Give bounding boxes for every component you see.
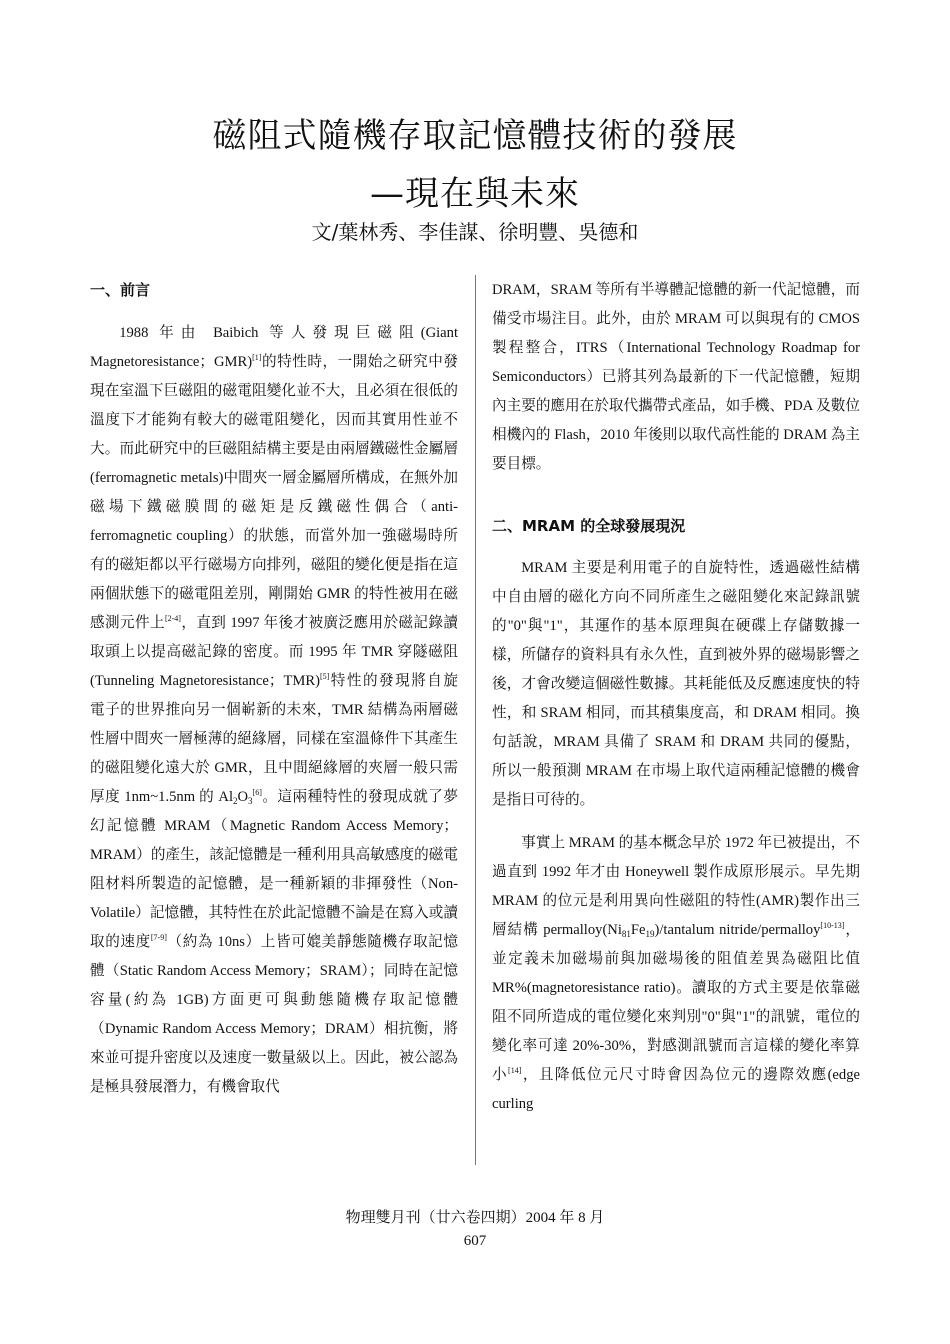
text-run: 事實上 MRAM 的基本概念早於 1972 年已被提出，不過直到 1992 年才由 Honeywell 製作成原形展示。早先期 MRAM 的位元是利用異向性磁阻的特性(AMR)製作出三層結構 permalloy(Ni bbox=[492, 835, 860, 938]
left-column bbox=[90, 276, 458, 1102]
section-heading-global: 二、MRAM 的全球發展現況 bbox=[492, 517, 686, 535]
mram-history-paragraph bbox=[492, 829, 860, 1119]
text-run: 。這兩種特性的發現成就了夢幻記憶體 MRAM（Magnetic Random Access Memory；MRAM）的產生，該記憶體是一種利用具高敏感度的磁電阻材料所製造的記憶體，是一種新穎的非揮發性（Non-Volatile）記憶體，其特性在於此記憶體不論是在寫入或讀取的速度 bbox=[90, 789, 458, 950]
citation: [1] bbox=[252, 353, 262, 362]
right-column bbox=[492, 276, 860, 1119]
title-line-2: —現在與未來 bbox=[370, 174, 580, 214]
subscript: 81 bbox=[621, 929, 631, 939]
subscript: 2 bbox=[233, 796, 238, 806]
journal-footer: 物理雙月刊（廿六卷四期）2004 年 8 月 bbox=[345, 1210, 605, 1226]
continued-paragraph: DRAM，SRAM 等所有半導體記憶體的新一代記憶體，而備受市場注目。此外，由於 MRAM 可以與現有的 CMOS 製程整合，ITRS（International Technology Roadmap for Semiconductors）已將其列為最新的下一代記憶體，短期內主要的應用在於取代攜帶式產品，如手機、PDA 及數位相機內的 Flash，2010 年後則以取代高性能的 DRAM 為主要目標。 bbox=[492, 282, 860, 472]
page-number: 607 bbox=[463, 1233, 487, 1249]
text-run: 特性的發現將自旋電子的世界推向另一個嶄新的未來，TMR 結構為兩層磁性層中間夾一層極薄的絕緣層，同樣在室溫條件下其產生的磁阻變化遠大於 GMR，且中間絕緣層的夾層一般只需厚度 1nm~1.5nm 的 Al bbox=[90, 673, 458, 805]
section-heading-intro: 一、前言 bbox=[90, 281, 151, 299]
column-divider bbox=[475, 275, 476, 1165]
citation: [14] bbox=[508, 1066, 522, 1075]
citation: [7-9] bbox=[150, 933, 167, 942]
text-run: ，並定義未加磁場前與加磁場後的阻值差異為磁阻比值 MR%(magnetoresistance ratio)。讀取的方式主要是依靠磁阻不同所造成的電位變化來判別"0"與"1"的訊號，電位的變化率可達 20%-30%，對感測訊號而言這樣的變化率算小 bbox=[492, 922, 860, 1083]
text-run: （約為 10ns）上皆可媲美靜態隨機存取記憶體（Static Random Access Memory；SRAM）；同時在記憶容量(約為 1GB)方面更可與動態隨機存取記憶體（Dynamic Random Access Memory；DRAM）相抗衡，將來並可提升密度以及速度一數量級以上。因此，被公認為是極具發展潛力，有機會取代 bbox=[90, 934, 458, 1095]
citation: [6] bbox=[252, 788, 262, 797]
text-run: 1988 年由 Baibich 等人發現巨磁阻(Giant Magnetoresistance；GMR) bbox=[90, 325, 458, 370]
citation: [10-13] bbox=[820, 921, 845, 930]
text-run: ，且降低位元尺寸時會因為位元的邊際效應(edge curling bbox=[492, 1067, 860, 1112]
subscript: 3 bbox=[248, 796, 253, 806]
subscript: 19 bbox=[645, 929, 655, 939]
text-run: ，直到 1997 年後才被廣泛應用於磁記錄讀取頭上以提高磁記錄的密度。而 1995 年 TMR 穿隧磁阻(Tunneling Magnetoresistance；TMR) bbox=[90, 615, 458, 689]
citation: [2-4] bbox=[164, 614, 181, 623]
mram-principle-paragraph: MRAM 主要是利用電子的自旋特性，透過磁性結構中自由層的磁化方向不同所產生之磁阻變化來記錄訊號的"0"與"1"，其運作的基本原理與在硬碟上存儲數據一樣，所儲存的資料具有永久性，直到被外界的磁場影響之後，才會改變這個磁性數據。其耗能低及反應速度快的特性，和 SRAM 相同，而其積集度高，和 DRAM 相同。換句話說，MRAM 具備了 SRAM 和 DRAM 共同的優點，所以一般預測 MRAM 在市場上取代這兩種記憶體的機會是指日可待的。 bbox=[492, 560, 860, 808]
text-run: 的特性時，一開始之研究中發現在室溫下巨磁阻的磁電阻變化並不大，且必須在很低的溫度下才能夠有較大的磁電阻變化，因而其實用性並不大。而此研究中的巨磁阻結構主要是由兩層鐵磁性金屬層(ferromagnetic metals)中間夾一層金屬層所構成，在無外加磁場下鐵磁膜間的磁矩是反鐵磁性偶合（anti-ferromagnetic coupling）的狀態，而當外加一強磁場時所有的磁矩都以平行磁場方向排列，磁阻的變化便是指在這兩個狀態下的磁電阻差別，剛開始 GMR 的特性被用在磁感測元件上 bbox=[90, 354, 458, 631]
authors: 文/葉林秀、李佳謀、徐明豐、吳德和 bbox=[311, 220, 639, 244]
text-run: O bbox=[237, 789, 249, 805]
text-run: Fe bbox=[630, 922, 646, 938]
text-run: )/tantalum nitride/permalloy bbox=[654, 922, 821, 938]
title-line-1: 磁阻式隨機存取記憶體技術的發展 bbox=[212, 116, 738, 156]
citation: [5] bbox=[319, 672, 330, 681]
intro-paragraph bbox=[90, 319, 458, 1102]
